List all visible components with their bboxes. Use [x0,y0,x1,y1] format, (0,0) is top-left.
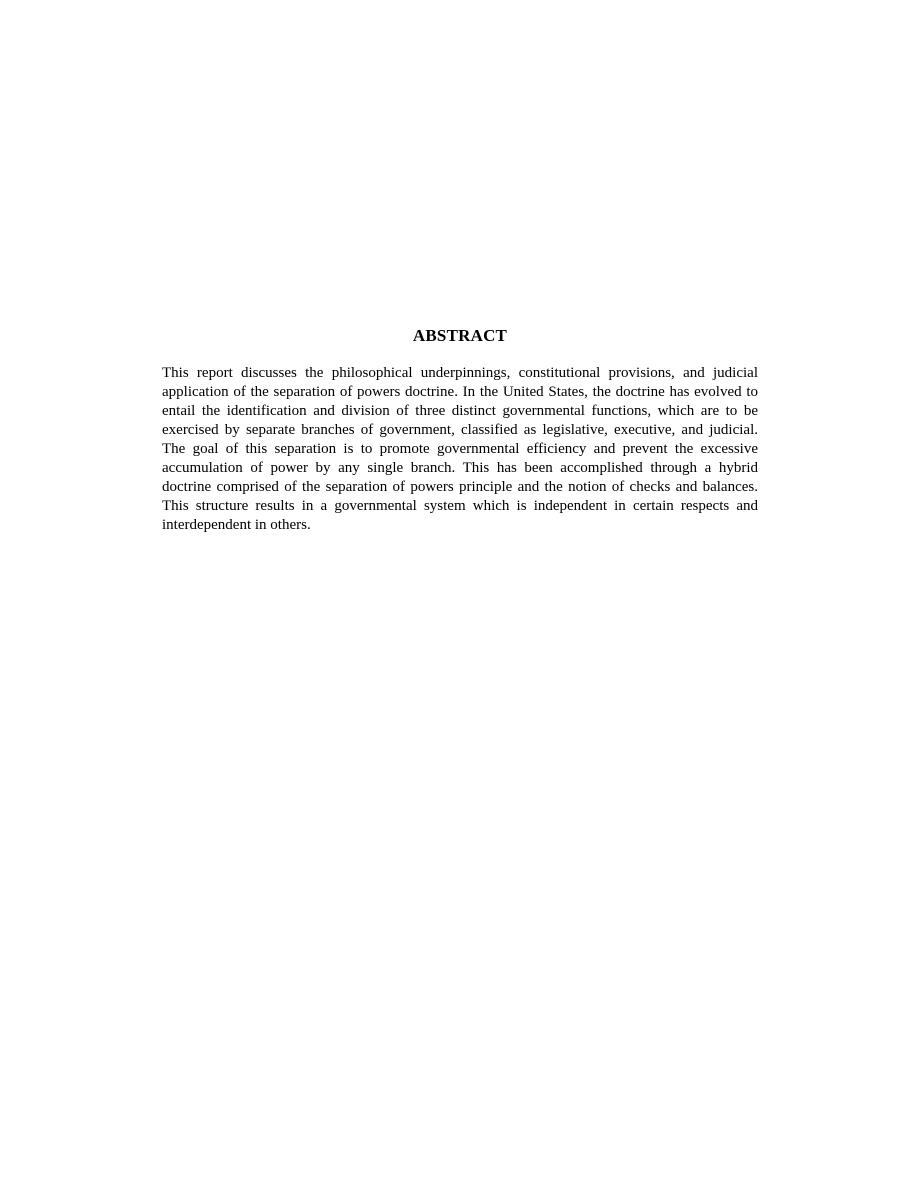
abstract-paragraph: This report discusses the philosophical underpinnings, constitutional provisions, and judicial application of the separation of powers doctrine. In the United States, the doctrine has evolved to entail the identification and division of three distinct governmental functions, which are to be exercised by separate branches of government, classified as legislative, executive, and judicial. The goal of this separation is to promote governmental efficiency and prevent the excessive accumulation of power by any single branch. This has been accomplished through a hybrid doctrine comprised of the separation of powers principle and the notion of checks and balances. This structure results in a governmental system which is independent in certain respects and interdependent in others. [162,365,758,533]
abstract-section [162,325,758,535]
abstract-heading: ABSTRACT [412,326,508,345]
